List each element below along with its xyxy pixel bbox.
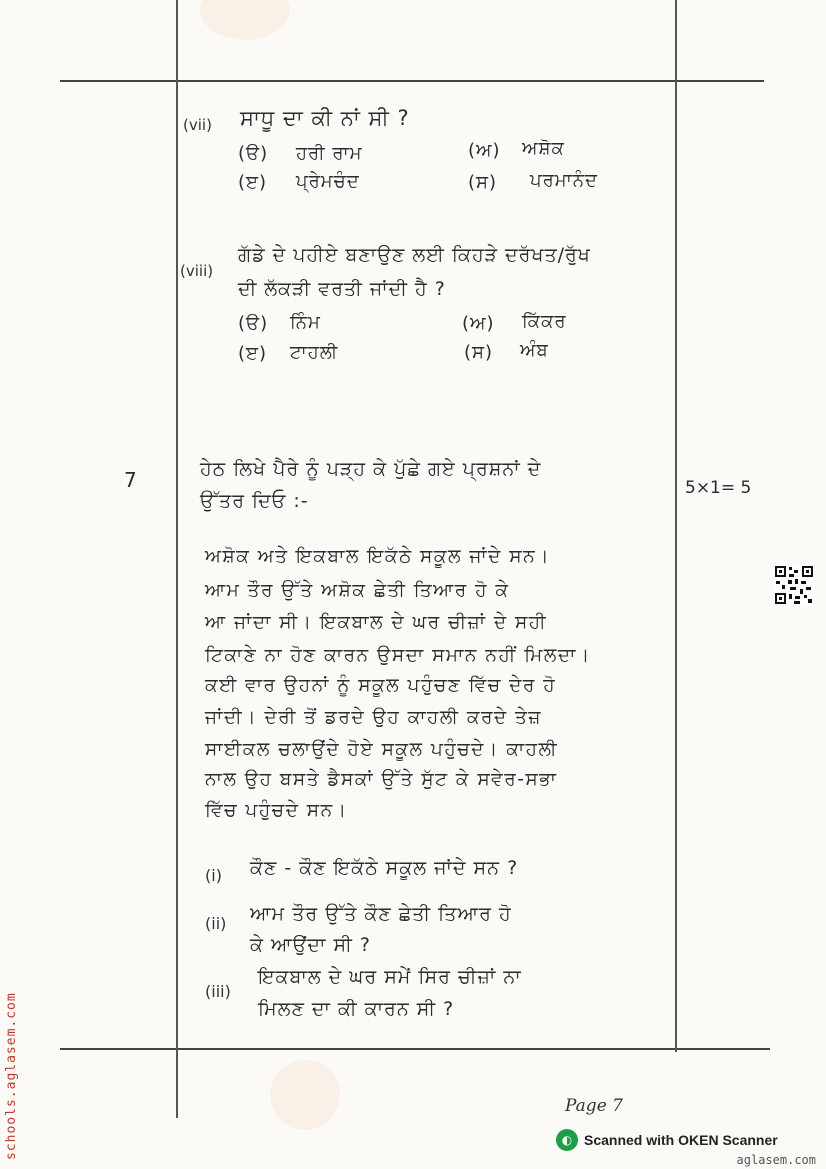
question-text-line2: ਦੀ ਲੱਕੜੀ ਵਰਤੀ ਜਾਂਦੀ ਹੈ ? <box>238 278 446 300</box>
bottom-watermark: aglasem.com <box>736 1153 816 1167</box>
passage-line: ਸਾਈਕਲ ਚਲਾਉਂਦੇ ਹੋਏ ਸਕੂਲ ਪਹੁੰਚਦੇ। ਕਾਹਲੀ <box>205 739 559 760</box>
sub-question-text: ਕੇ ਆਉਂਦਾ ਸੀ ? <box>250 934 371 956</box>
passage-line: ਕਈ ਵਾਰ ਉਹਨਾਂ ਨੂੰ ਸਕੂਲ ਪਹੁੰਚਣ ਵਿੱਚ ਦੇਰ ਹੋ <box>205 675 557 696</box>
marks-label: 5×1= 5 <box>685 478 752 498</box>
option-label: (ਅ) <box>462 313 495 334</box>
question-text: ਸਾਧੂ ਦਾ ਕੀ ਨਾਂ ਸੀ ? <box>240 106 410 130</box>
option-label: (ੳ) <box>238 313 269 334</box>
option-text: ਕਿੱਕਰ <box>522 311 567 332</box>
left-margin-line <box>176 0 178 1118</box>
question-number: (vii) <box>183 116 212 134</box>
passage-line: ਨਾਲ ਉਹ ਬਸਤੇ ਡੈਸਕਾਂ ਉੱਤੇ ਸੁੱਟ ਕੇ ਸਵੇਰ-ਸਭਾ <box>205 769 558 790</box>
page-number: Page 7 <box>565 1096 623 1116</box>
question-text-line1: ਗੱਡੇ ਦੇ ਪਹੀਏ ਬਣਾਉਣ ਲਈ ਕਿਹੜੇ ਦਰੱਖਤ/ਰੁੱਖ <box>238 244 591 266</box>
sub-question-text: ਮਿਲਣ ਦਾ ਕੀ ਕਾਰਨ ਸੀ ? <box>258 998 455 1020</box>
top-rule <box>60 80 764 82</box>
passage-line: ਟਿਕਾਣੇ ਨਾ ਹੋਣ ਕਾਰਨ ਉਸਦਾ ਸਮਾਨ ਨਹੀਂ ਮਿਲਦਾ। <box>205 645 591 666</box>
scanner-text: Scanned with OKEN Scanner <box>584 1132 778 1148</box>
passage-line: ਅਸ਼ੋਕ ਅਤੇ ਇਕਬਾਲ ਇਕੱਠੇ ਸਕੂਲ ਜਾਂਦੇ ਸਨ। <box>205 546 551 567</box>
question-number: 7 <box>124 468 137 492</box>
paper-stain <box>270 1060 340 1130</box>
option-text: ਅੰਬ <box>520 340 549 361</box>
sub-question-number: (ii) <box>205 914 227 933</box>
instruction-line2: ਉੱਤਰ ਦਿਓ :- <box>200 490 309 512</box>
passage-line: ਵਿੱਚ ਪਹੁੰਚਦੇ ਸਨ। <box>205 800 348 821</box>
qr-code-icon <box>774 565 814 605</box>
option-text: ਅਸ਼ੋਕ <box>522 138 565 159</box>
scanner-badge <box>556 1129 778 1151</box>
option-text: ਟਾਹਲੀ <box>290 342 339 363</box>
option-label: (ੳ) <box>238 143 269 164</box>
option-text: ਨਿੰਮ <box>290 312 321 333</box>
instruction-line1: ਹੇਠ ਲਿਖੇ ਪੈਰੇ ਨੂੰ ਪੜ੍ਹ ਕੇ ਪੁੱਛੇ ਗਏ ਪ੍ਰਸ਼ਨਾਂ ਦੇ <box>200 458 542 480</box>
right-margin-line <box>675 0 677 1052</box>
option-label: (ਸ) <box>468 172 498 193</box>
option-text: ਹਰੀ ਰਾਮ <box>296 143 363 164</box>
passage-line: ਆਮ ਤੌਰ ਉੱਤੇ ਅਸ਼ੋਕ ਛੇਤੀ ਤਿਆਰ ਹੋ ਕੇ <box>205 580 510 601</box>
question-number: (viii) <box>180 262 214 280</box>
sub-question-text: ਕੌਣ - ਕੌਣ ਇਕੱਠੇ ਸਕੂਲ ਜਾਂਦੇ ਸਨ ? <box>250 857 519 879</box>
option-label: (ੲ) <box>238 343 268 364</box>
option-text: ਪਰਮਾਨੰਦ <box>530 170 598 191</box>
side-watermark: schools.aglasem.com <box>4 992 19 1160</box>
paper-stain <box>200 0 290 40</box>
option-label: (ਸ) <box>464 342 494 363</box>
sub-question-text: ਆਮ ਤੌਰ ਉੱਤੇ ਕੌਣ ਛੇਤੀ ਤਿਆਰ ਹੋ <box>250 903 512 925</box>
bottom-rule <box>60 1048 770 1050</box>
sub-question-number: (i) <box>205 866 222 885</box>
passage-line: ਆ ਜਾਂਦਾ ਸੀ। ਇਕਬਾਲ ਦੇ ਘਰ ਚੀਜ਼ਾਂ ਦੇ ਸਹੀ <box>205 612 548 633</box>
passage-line: ਜਾਂਦੀ। ਦੇਰੀ ਤੋਂ ਡਰਦੇ ਉਹ ਕਾਹਲੀ ਕਰਦੇ ਤੇਜ਼ <box>205 707 542 728</box>
sub-question-text: ਇਕਬਾਲ ਦੇ ਘਰ ਸਮੇਂ ਸਿਰ ਚੀਜ਼ਾਂ ਨਾ <box>258 966 522 988</box>
option-label: (ਅ) <box>468 140 501 161</box>
scanner-logo-icon: ◐ <box>556 1129 578 1151</box>
option-label: (ੲ) <box>238 172 268 193</box>
sub-question-number: (iii) <box>205 982 231 1001</box>
option-text: ਪ੍ਰੇਮਚੰਦ <box>296 171 360 192</box>
